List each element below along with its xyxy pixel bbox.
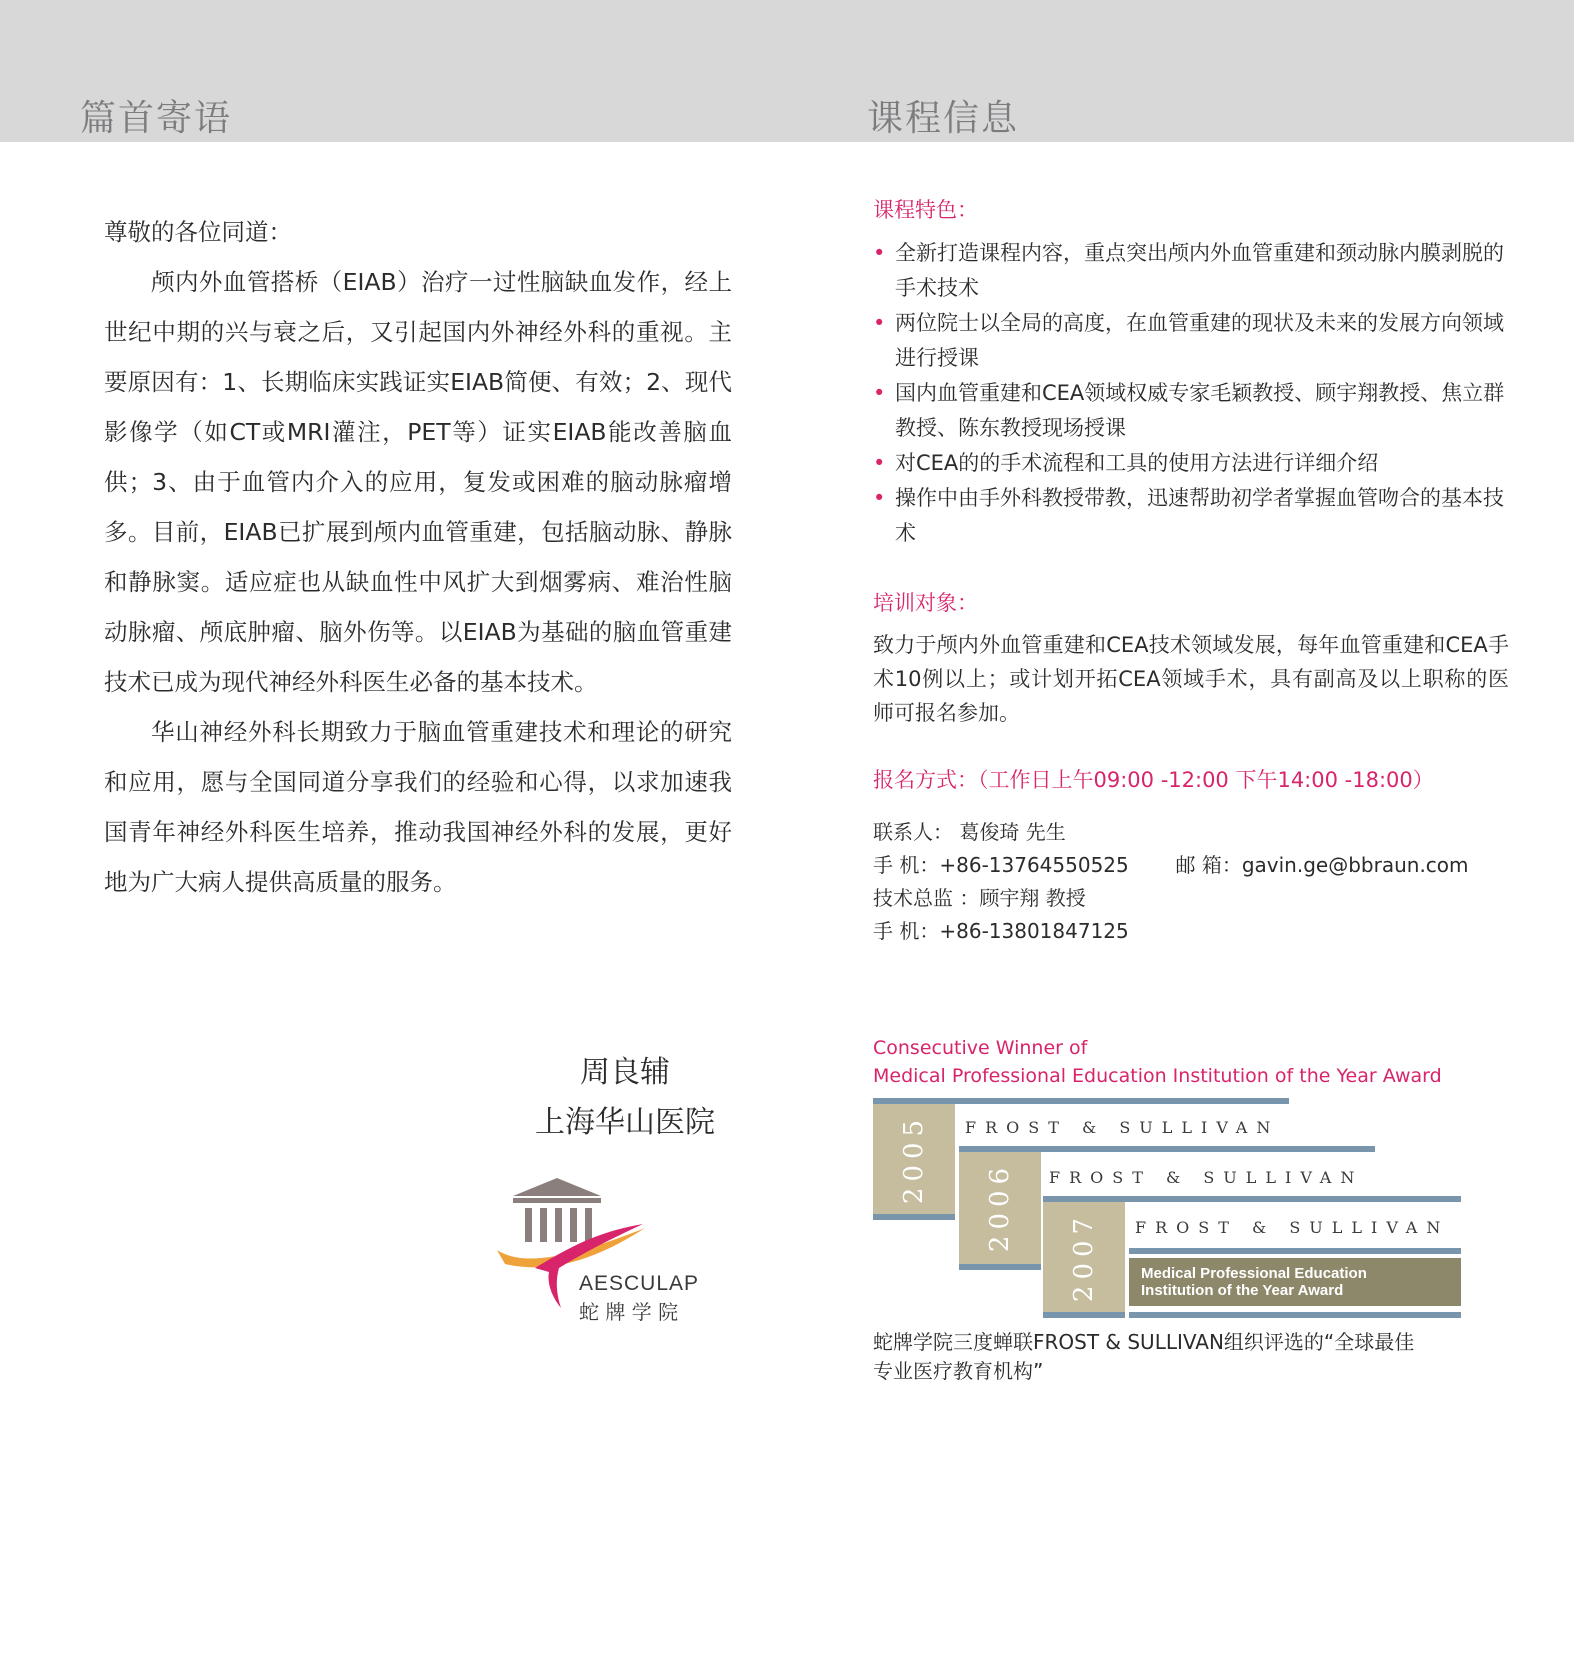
contact-phone-email-row (873, 849, 1469, 882)
award-bar (1129, 1312, 1461, 1318)
year-block-2006 (959, 1152, 1041, 1264)
award-bar (959, 1264, 1041, 1270)
year-block-2007 (1043, 1202, 1125, 1312)
signer-name: 周良辅 (580, 1055, 670, 1090)
bullet-icon: • (873, 451, 886, 475)
frost-sullivan-award-graphic (873, 1098, 1473, 1322)
year-block-2005 (873, 1104, 955, 1214)
year-2006: 2006 (985, 1161, 1015, 1253)
signer-organization: 上海华山医院 (535, 1105, 715, 1140)
features-heading: 课程特色： (873, 198, 978, 222)
letter-body (104, 257, 732, 907)
director-phone: 手 机：+86-13801847125 (873, 919, 1129, 943)
frost-sullivan-label-2007: FROST & SULLIVAN (1135, 1218, 1450, 1237)
bullet-icon: • (873, 486, 886, 510)
bullet-icon: • (873, 311, 886, 335)
technical-director: 技术总监 ：顾宇翔 教授 (873, 886, 1086, 910)
award-bar (873, 1214, 955, 1220)
header-band (0, 0, 1574, 142)
award-plate: Medical Professional Education Institution of the Year Award (1129, 1258, 1461, 1306)
features-list (873, 236, 1509, 551)
contact-email[interactable]: 邮 箱：gavin.ge@bbraun.com (1175, 853, 1469, 877)
bullet-icon: • (873, 241, 886, 265)
award-bar (1129, 1248, 1461, 1254)
feature-item: • 操作中由手外科教授带教，迅速帮助初学者掌握血管吻合的基本技术 (873, 481, 1509, 551)
letter-paragraph-2: 华山神经外科长期致力于脑血管重建技术和理论的研究和应用，愿与全国同道分享我们的经验和心得，以求加速我国青年神经外科医生培养，推动我国神经外科的发展，更好地为广大病人提供高质量的服务。 (104, 718, 732, 896)
contact-block (873, 816, 1469, 948)
award-bar (1043, 1312, 1125, 1318)
letter-paragraph-1: 颅内外血管搭桥（EIAB）治疗一过性脑缺血发作，经上世纪中期的兴与衰之后，又引起国内外神经外科的重视。主要原因有：1、长期临床实践证实EIAB简便、有效；2、现代影像学（如CT或MRI灌注，PET等）证实EIAB能改善脑血供；3、由于血管内介入的应用，复发或困难的脑动脉瘤增多。目前，EIAB已扩展到颅内血管重建，包括脑动脉、静脉和静脉窦。适应症也从缺血性中风扩大到烟雾病、难治性脑动脉瘤、颅底肿瘤、脑外伤等。以EIAB为基础的脑血管重建技术已成为现代神经外科医生必备的基本技术。 (104, 268, 732, 696)
logo-academy-text: 蛇 牌 学 院 (579, 1300, 679, 1324)
feature-item: • 对CEA的的手术流程和工具的使用方法进行详细介绍 (873, 446, 1509, 481)
award-caption-line2: Medical Professional Education Institution of the Year Award (873, 1065, 1442, 1087)
feature-item: • 全新打造课程内容，重点突出颅内外血管重建和颈动脉内膜剥脱的手术技术 (873, 236, 1509, 306)
registration-heading: 报名方式：（工作日上午09:00 -12:00 下午14:00 -18:00） (873, 768, 1434, 792)
audience-text: 致力于颅内外血管重建和CEA技术领域发展，每年血管重建和CEA手术10例以上；或计划开拓CEA领域手术，具有副高及以上职称的医师可报名参加。 (873, 633, 1509, 725)
year-2005: 2005 (899, 1113, 929, 1205)
feature-item: • 两位院士以全局的高度，在血管重建的现状及未来的发展方向领域进行授课 (873, 306, 1509, 376)
left-page-title: 篇首寄语 (80, 98, 233, 139)
award-caption-line1: Consecutive Winner of (873, 1037, 1088, 1059)
contact-person: 联系人： 葛俊琦 先生 (873, 820, 1066, 844)
audience-heading: 培训对象： (873, 591, 978, 615)
letter-salutation: 尊敬的各位同道： (104, 218, 292, 246)
frost-sullivan-label-2005: FROST & SULLIVAN (965, 1118, 1280, 1137)
year-2007: 2007 (1069, 1211, 1099, 1303)
bullet-icon: • (873, 381, 886, 405)
feature-item: • 国内血管重建和CEA领域权威专家毛颖教授、顾宇翔教授、焦立群教授、陈东教授现场授课 (873, 376, 1509, 446)
frost-sullivan-label-2006: FROST & SULLIVAN (1049, 1168, 1364, 1187)
award-description: 蛇牌学院三度蝉联FROST & SULLIVAN组织评选的“全球最佳专业医疗教育机构” (873, 1330, 1415, 1383)
aesculap-logo (495, 1172, 705, 1322)
contact-phone: 手 机：+86-13764550525 (873, 853, 1129, 877)
logo-brand-text: AESCULAP (579, 1272, 700, 1295)
right-page-title: 课程信息 (867, 98, 1020, 139)
